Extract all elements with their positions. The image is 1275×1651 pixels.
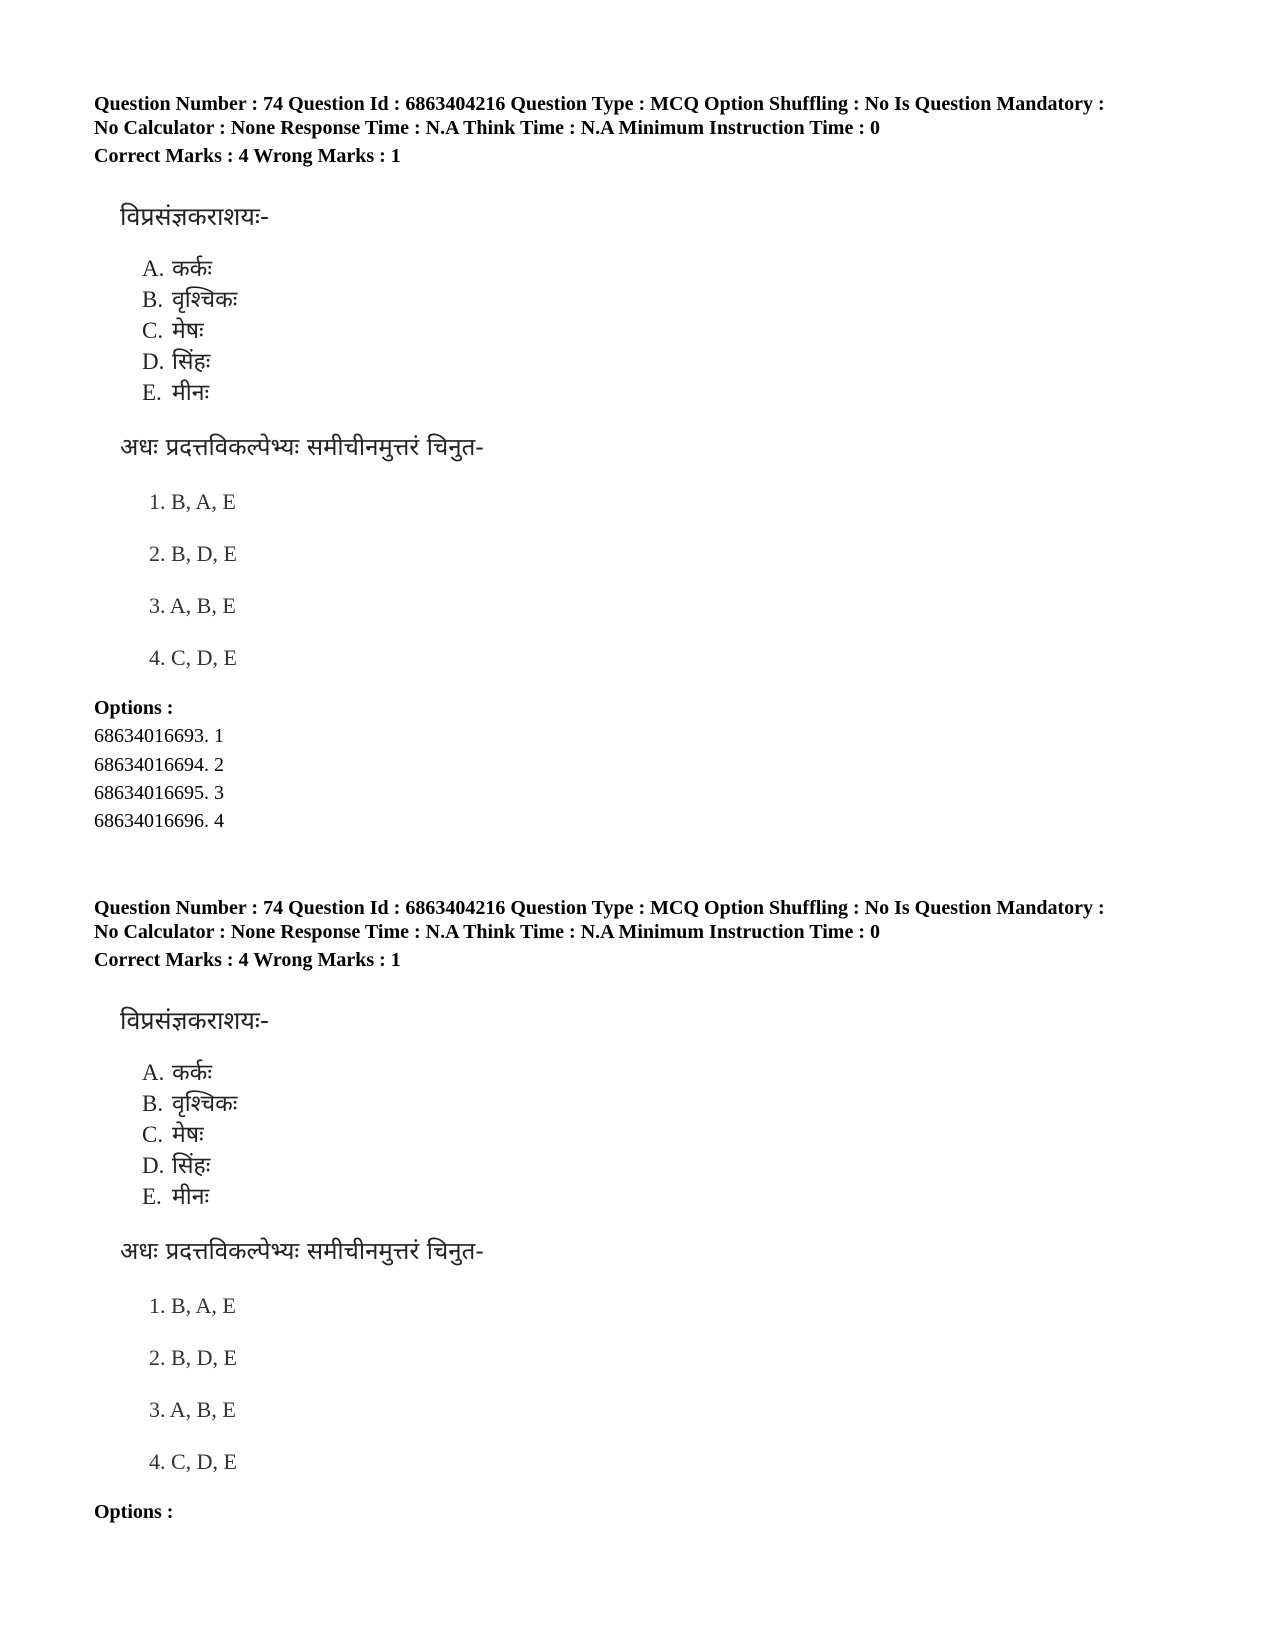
- choice-4: 4. C, D, E: [149, 645, 237, 670]
- statement-text: वृश्चिकः: [172, 287, 238, 313]
- statement-e: [142, 378, 209, 408]
- question-directive: अधः प्रदत्तविकल्पेभ्यः समीचीनमुत्तरं चिनुत-: [120, 433, 484, 461]
- statement-text: कर्कः: [172, 256, 212, 282]
- statement-text: सिंहः: [172, 1153, 211, 1179]
- choice-3: 3. A, B, E: [149, 1397, 236, 1422]
- options-heading: Options :: [94, 1501, 174, 1523]
- choice-3: 3. A, B, E: [149, 593, 236, 618]
- choice-2: 2. B, D, E: [149, 541, 237, 566]
- option-row-3: 68634016695. 3: [94, 782, 224, 804]
- options-heading: Options :: [94, 697, 174, 719]
- statement-text: मेषः: [172, 1122, 204, 1148]
- choice-1: 1. B, A, E: [149, 1293, 236, 1318]
- option-row-4: 68634016696. 4: [94, 810, 224, 832]
- statement-c: [142, 316, 204, 346]
- option-row-2: 68634016694. 2: [94, 754, 224, 776]
- statement-c: [142, 1120, 204, 1150]
- question-marks: Correct Marks : 4 Wrong Marks : 1: [94, 145, 401, 167]
- option-row-1: 68634016693. 1: [94, 725, 224, 747]
- statement-label: D.: [142, 1153, 165, 1178]
- question-block-1: [94, 92, 1214, 832]
- question-stem: विप्रसंज्ञकराशयः-: [120, 202, 269, 231]
- statement-a: [142, 1058, 212, 1088]
- statement-label: C.: [142, 1122, 164, 1147]
- statement-label: A.: [142, 256, 165, 281]
- statement-label: C.: [142, 318, 164, 343]
- question-meta-line-1: Question Number : 74 Question Id : 6863404216 Question Type : MCQ Option Shuffling : No Is Question Mandatory :: [94, 93, 1105, 115]
- statement-d: [142, 347, 210, 377]
- question-meta-line-2: No Calculator : None Response Time : N.A Think Time : N.A Minimum Instruction Time : 0: [94, 921, 880, 943]
- question-marks: Correct Marks : 4 Wrong Marks : 1: [94, 949, 401, 971]
- statement-text: वृश्चिकः: [172, 1091, 238, 1117]
- statement-label: D.: [142, 349, 165, 374]
- statement-b: [142, 285, 237, 315]
- question-block-2: [94, 896, 1214, 1523]
- statement-d: [142, 1151, 210, 1181]
- statement-label: B.: [142, 287, 164, 312]
- statement-label: E.: [142, 380, 162, 405]
- statement-text: कर्कः: [172, 1060, 212, 1086]
- choice-4: 4. C, D, E: [149, 1449, 237, 1474]
- question-directive: अधः प्रदत्तविकल्पेभ्यः समीचीनमुत्तरं चिनुत-: [120, 1237, 484, 1265]
- statement-label: E.: [142, 1184, 162, 1209]
- statement-text: मीनः: [172, 1184, 210, 1210]
- choice-1: 1. B, A, E: [149, 489, 236, 514]
- statement-b: [142, 1089, 237, 1119]
- question-meta-line-2: No Calculator : None Response Time : N.A Think Time : N.A Minimum Instruction Time : 0: [94, 117, 880, 139]
- statement-e: [142, 1182, 209, 1212]
- statement-text: मीनः: [172, 380, 210, 406]
- statement-text: सिंहः: [172, 349, 211, 375]
- statement-label: A.: [142, 1060, 165, 1085]
- choice-2: 2. B, D, E: [149, 1345, 237, 1370]
- statement-label: B.: [142, 1091, 164, 1116]
- question-stem: विप्रसंज्ञकराशयः-: [120, 1006, 269, 1035]
- statement-a: [142, 254, 212, 284]
- statement-text: मेषः: [172, 318, 204, 344]
- question-meta-line-1: Question Number : 74 Question Id : 6863404216 Question Type : MCQ Option Shuffling : No Is Question Mandatory :: [94, 897, 1105, 919]
